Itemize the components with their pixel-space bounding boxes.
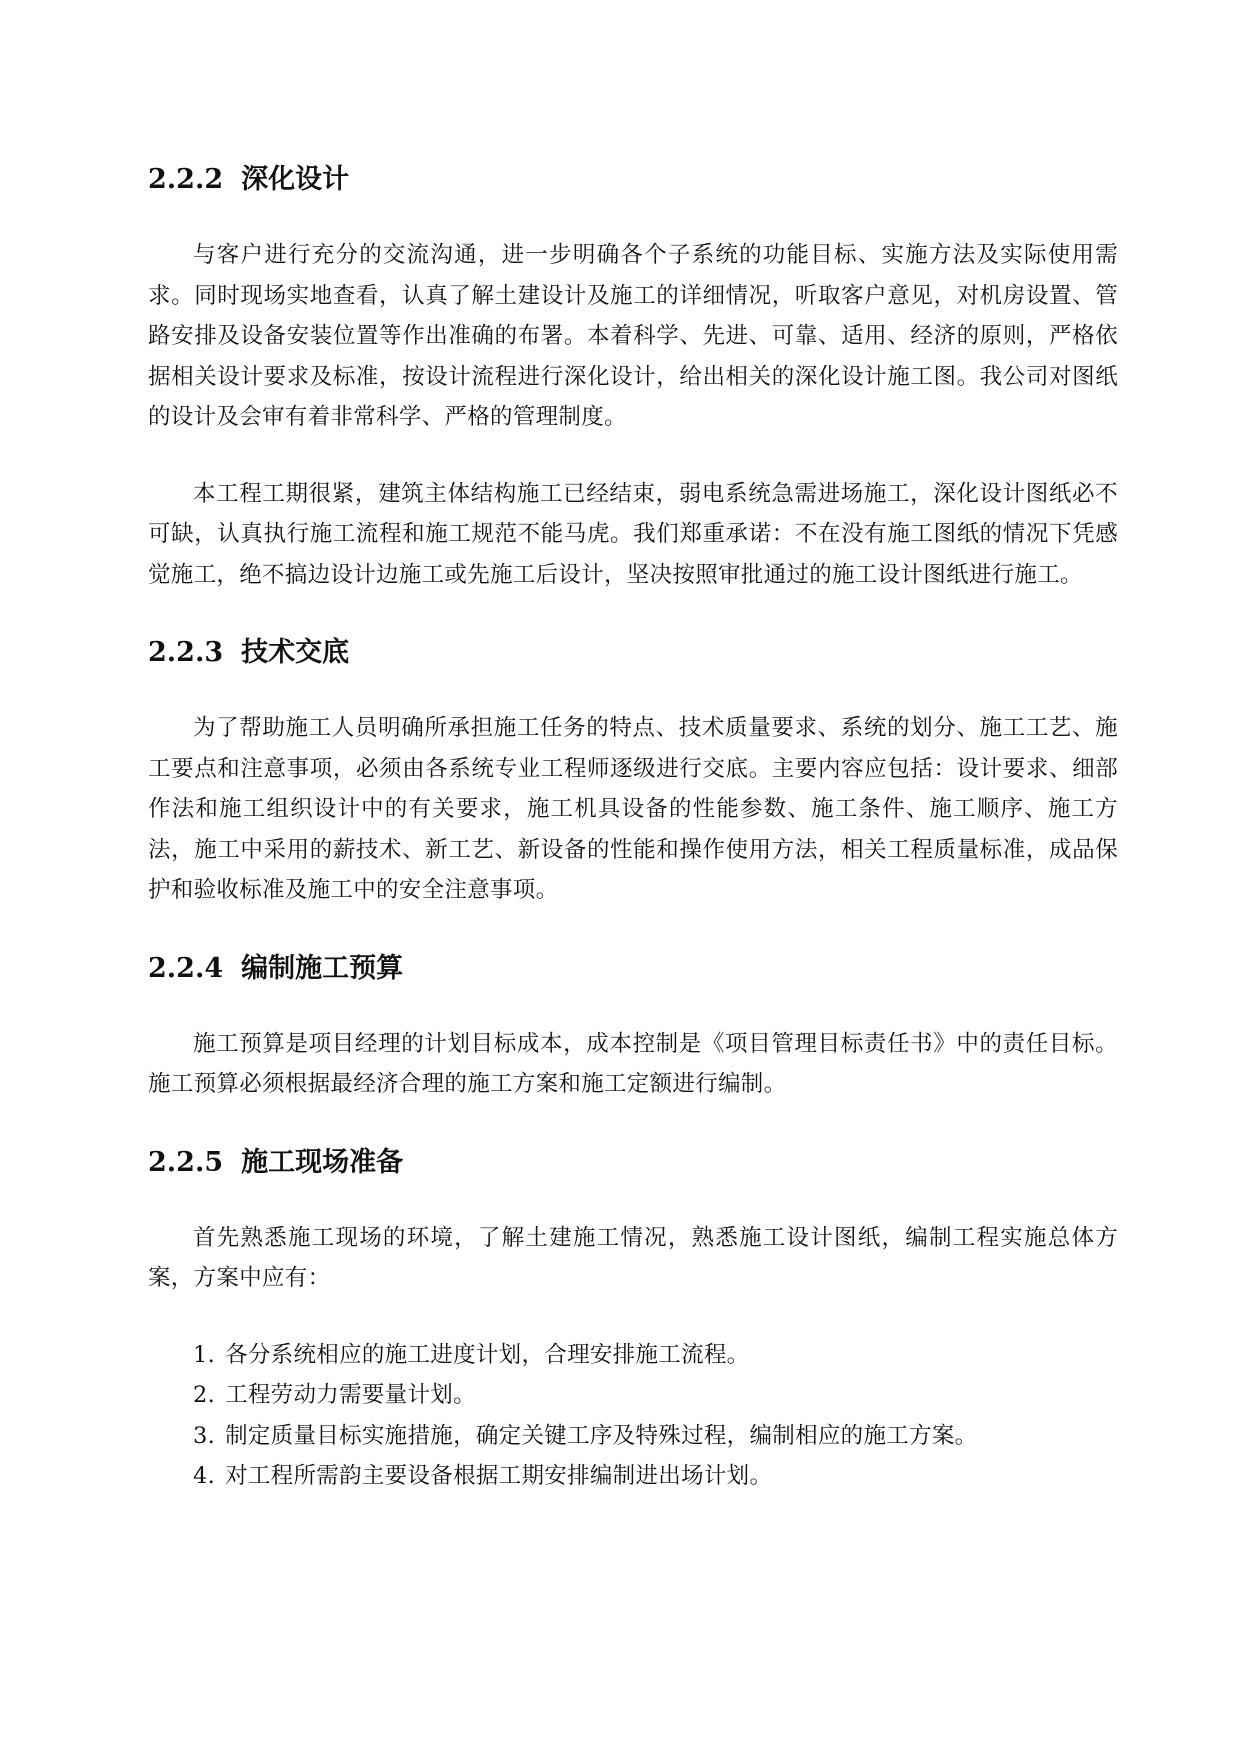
section-heading-2-2-2 <box>148 160 1118 200</box>
paragraph: 为了帮助施工人员明确所承担施工任务的特点、技术质量要求、系统的划分、施工工艺、施工要点和注意事项，必须由各系统专业工程师逐级进行交底。主要内容应包括：设计要求、细部作法和施工组织设计中的有关要求，施工机具设备的性能参数、施工条件、施工顺序、施工方法，施工中采用的薪技术、新工艺、新设备的性能和操作使用方法，相关工程质量标准，成品保护和验收标准及施工中的安全注意事项。 <box>148 715 1118 903</box>
section-heading-2-2-5 <box>148 1143 1118 1183</box>
section-number: 2.2.5 <box>148 1146 224 1178</box>
list-index: 1. <box>193 1341 216 1368</box>
section-title: 深化设计 <box>241 164 350 195</box>
section-number: 2.2.4 <box>148 952 224 984</box>
section-heading-2-2-4 <box>148 949 1118 989</box>
paragraph: 施工预算是项目经理的计划目标成本，成本控制是《项目管理目标责任书》中的责任目标。施工预算必须根据最经济合理的施工方案和施工定额进行编制。 <box>148 1030 1118 1097</box>
section-number: 2.2.3 <box>148 637 224 668</box>
list-text: 工程劳动力需要量计划。 <box>225 1382 476 1408</box>
list-text: 对工程所需韵主要设备根据工期安排编制进出场计划。 <box>225 1463 773 1489</box>
list-index: 4. <box>193 1463 216 1489</box>
paragraph: 首先熟悉施工现场的环境，了解土建施工情况，熟悉施工设计图纸，编制工程实施总体方案，方案中应有： <box>148 1224 1118 1291</box>
list-text: 各分系统相应的施工进度计划，合理安排施工流程。 <box>225 1341 750 1368</box>
section-title: 施工现场准备 <box>241 1146 404 1178</box>
paragraph: 本工程工期很紧，建筑主体结构施工已经结束，弱电系统急需进场施工，深化设计图纸必不可缺，认真执行施工流程和施工规范不能马虎。我们郑重承诺：不在没有施工图纸的情况下凭感觉施工，绝不搞边设计边施工或先施工后设计，坚决按照审批通过的施工设计图纸进行施工。 <box>148 480 1118 588</box>
list-index: 2. <box>193 1382 216 1408</box>
numbered-list <box>148 1335 1118 1497</box>
section-title: 技术交底 <box>241 637 350 668</box>
paragraph: 与客户进行充分的交流沟通，进一步明确各个子系统的功能目标、实施方法及实际使用需求。同时现场实地查看，认真了解土建设计及施工的详细情况，听取客户意见，对机房设置、管路安排及设备安装位置等作出准确的布署。本着科学、先进、可靠、适用、经济的原则，严格依据相关设计要求及标准，按设计流程进行深化设计，给出相关的深化设计施工图。我公司对图纸的设计及会审有着非常科学、严格的管理制度。 <box>148 242 1118 430</box>
list-item <box>148 1456 1118 1497</box>
list-index: 3. <box>193 1422 216 1449</box>
document-body <box>148 160 1118 1497</box>
list-text: 制定质量目标实施措施，确定关键工序及特殊过程，编制相应的施工方案。 <box>225 1422 978 1449</box>
section-number: 2.2.2 <box>148 164 224 195</box>
section-heading-2-2-3 <box>148 633 1118 673</box>
list-item <box>148 1416 1118 1457</box>
list-item <box>148 1375 1118 1416</box>
list-item <box>148 1335 1118 1376</box>
section-title: 编制施工预算 <box>241 952 404 984</box>
